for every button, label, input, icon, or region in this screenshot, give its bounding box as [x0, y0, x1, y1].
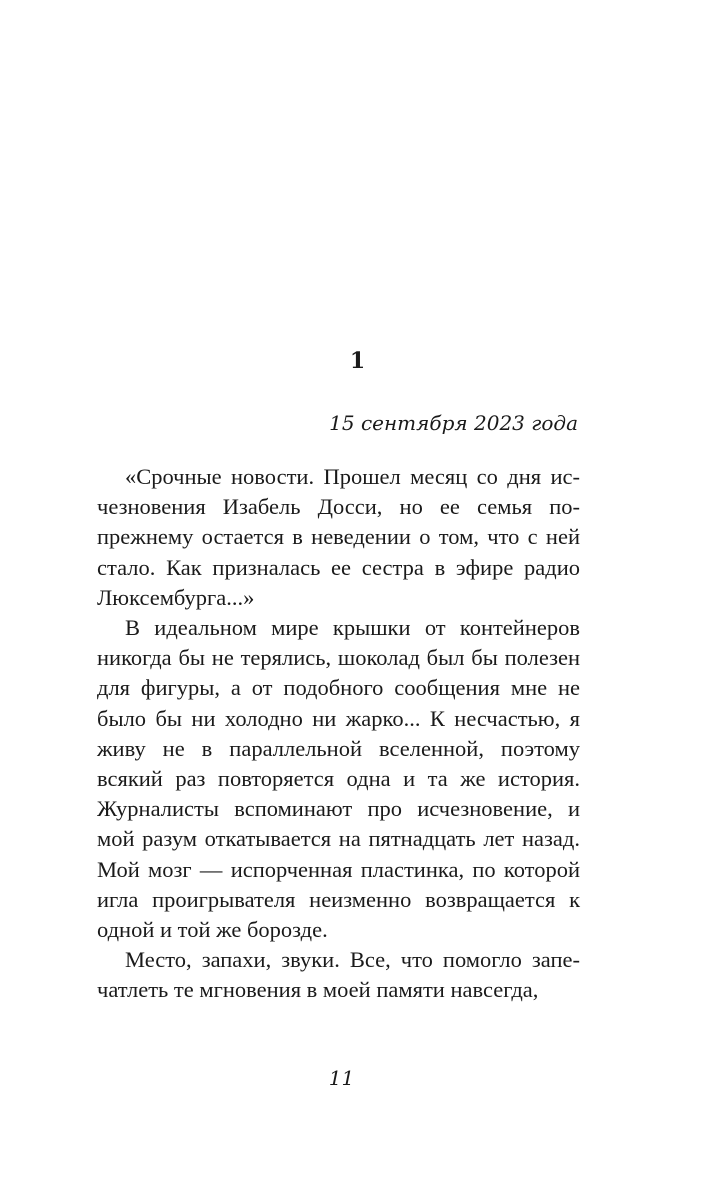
chapter-number: 1: [349, 348, 366, 374]
paragraph: «Срочные новости. Прошел месяц со дня исчезновения Изабель Досси, но ее семья попрежнему остается в неведении о том, что с ней стало. Как призналась ее сестра в эфире радио Люксембурга...»: [97, 464, 580, 610]
body-text: [97, 462, 580, 1006]
paragraph: Место, запахи, звуки. Все, что помогло запечатлеть те мгновения в моей памяти навсегда,: [97, 947, 580, 1003]
page-number: 11: [328, 1066, 355, 1090]
paragraph: В идеальном мире крышки от контейнеров никогда бы не терялись, шоколад был бы полезен для фигуры, а от подобного сообщения мне не было бы ни холодно ни жарко... К несчастью, я живу не в параллельной вселенной, поэтому всякий раз повторяется одна и та же история. Журналисты вспоминают про исчезновение, и мой разум откатывается на пятнадцать лет назад. Мой мозг — испорченная пластинка, по которой игла проигрывателя неизменно возвращается к одной и той же борозде.: [97, 615, 580, 943]
chapter-date: 15 сентября 2023 года: [329, 411, 578, 435]
